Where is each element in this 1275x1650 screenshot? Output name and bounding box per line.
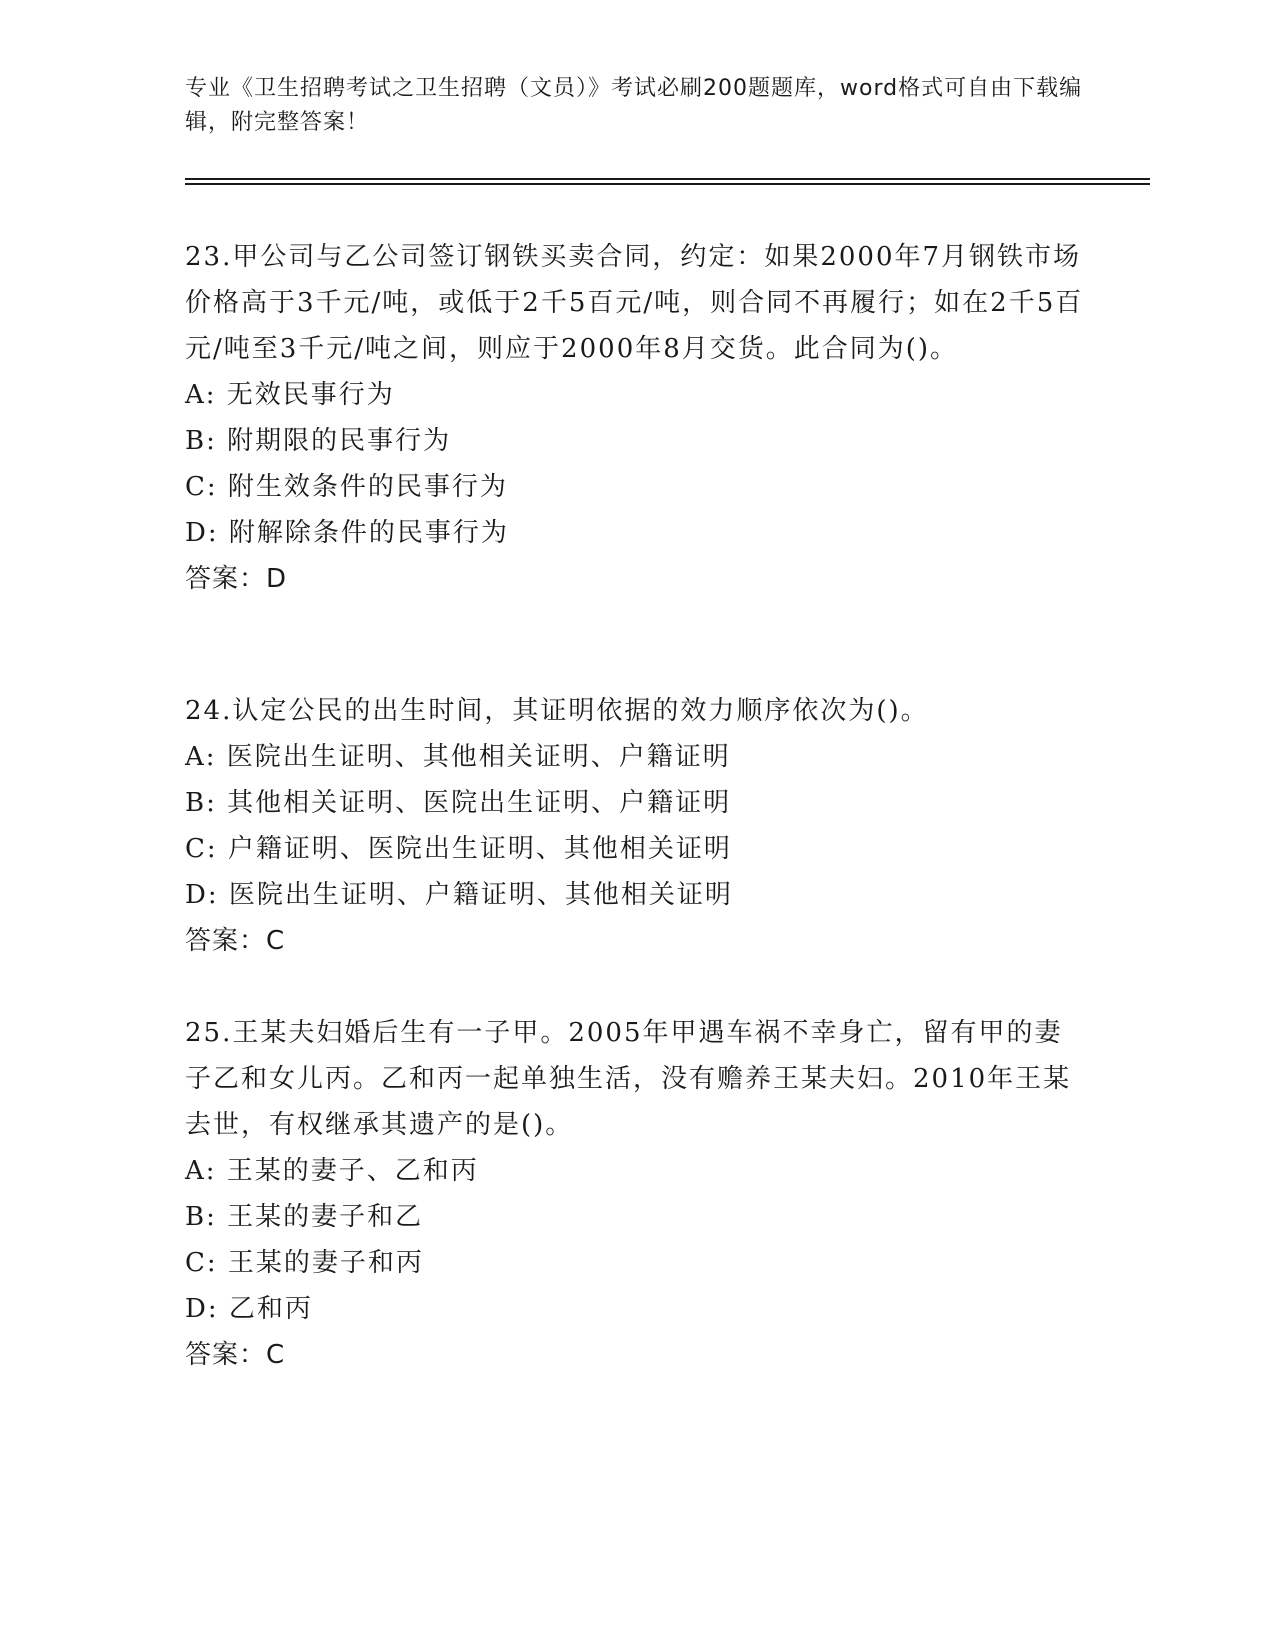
option-b: B: 王某的妻子和乙 <box>185 1202 424 1232</box>
option-c: C: 附生效条件的民事行为 <box>185 472 508 502</box>
option-d: D: 医院出生证明、户籍证明、其他相关证明 <box>185 880 733 910</box>
option-b: B: 附期限的民事行为 <box>185 426 452 456</box>
option-b: B: 其他相关证明、医院出生证明、户籍证明 <box>185 788 732 818</box>
option-c: C: 户籍证明、医院出生证明、其他相关证明 <box>185 834 732 864</box>
option-c: C: 王某的妻子和丙 <box>185 1248 424 1278</box>
question-23 <box>185 234 1085 602</box>
question-stem: 24.认定公民的出生时间，其证明依据的效力顺序依次为()。 <box>185 696 929 726</box>
question-stem: 25.王某夫妇婚后生有一子甲。2005年甲遇车祸不幸身亡，留有甲的妻子乙和女儿丙。乙和丙一起单独生活，没有赡养王某夫妇。2010年王某去世，有权继承其遗产的是()。 <box>185 1018 1072 1140</box>
answer: 答案：C <box>185 926 286 956</box>
option-a: A: 医院出生证明、其他相关证明、户籍证明 <box>185 742 731 772</box>
answer: 答案：C <box>185 1340 286 1370</box>
option-a: A: 无效民事行为 <box>185 380 395 410</box>
option-a: A: 王某的妻子、乙和丙 <box>185 1156 479 1186</box>
option-d: D: 乙和丙 <box>185 1294 313 1324</box>
question-stem: 23.甲公司与乙公司签订钢铁买卖合同，约定：如果2000年7月钢铁市场价格高于3千元/吨，或低于2千5百元/吨，则合同不再履行；如在2千5百元/吨至3千元/吨之间，则应于2000年8月交货。此合同为()。 <box>185 242 1084 364</box>
header-divider-top <box>185 178 1150 180</box>
header-divider-bottom <box>185 183 1150 185</box>
question-24 <box>185 688 1085 964</box>
answer: 答案：D <box>185 564 288 594</box>
question-25 <box>185 1010 1085 1378</box>
document-header: 专业《卫生招聘考试之卫生招聘（文员）》考试必刷200题题库，word格式可自由下载编辑，附完整答案！ <box>185 76 1083 135</box>
option-d: D: 附解除条件的民事行为 <box>185 518 509 548</box>
